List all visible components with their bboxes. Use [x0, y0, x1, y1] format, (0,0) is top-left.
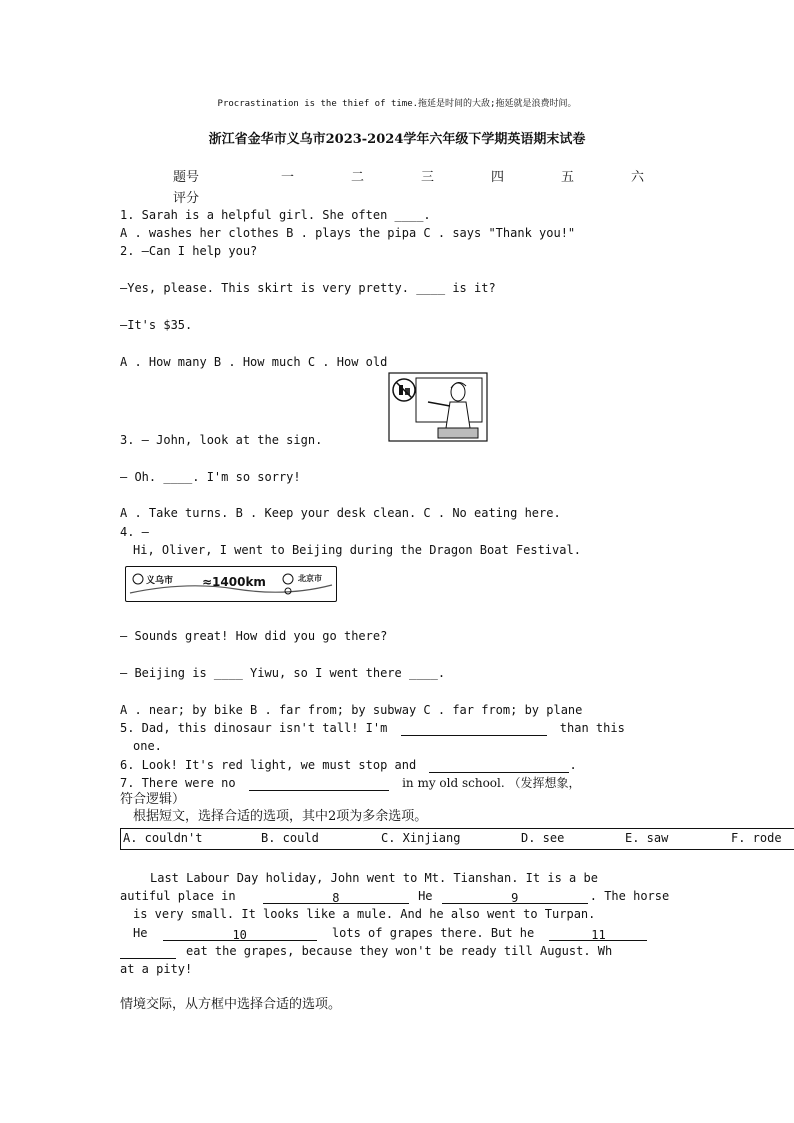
q4-line3: — Sounds great! How did you go there?: [120, 629, 388, 643]
word-bank-option: E. saw: [625, 831, 669, 845]
q7-text-a: 7. There were no: [120, 776, 236, 790]
passage-text: eat the grapes, because they won't be ready till August. Wh: [186, 944, 613, 958]
q2-line3: —It's $35.: [120, 318, 193, 332]
q4-line2: Hi, Oliver, I went to Beijing during the Dragon Boat Festival.: [133, 543, 581, 557]
passage-text: He: [418, 889, 433, 903]
word-bank-option: C. Xinjiang: [381, 831, 461, 845]
passage-line6: at a pity!: [120, 962, 193, 976]
passage-line1: Last Labour Day holiday, John went to Mt. Tianshan. It is a be: [150, 871, 598, 885]
q6-text-a: 6. Look! It's red light, we must stop and: [120, 758, 417, 772]
word-bank-option: B. could: [261, 831, 319, 845]
blank-11[interactable]: 11: [549, 927, 647, 941]
score-col-2: 二: [351, 170, 365, 185]
q2-line2: —Yes, please. This skirt is very pretty. ____ is it?: [120, 281, 496, 295]
map-to-city: 北京市: [298, 573, 322, 583]
score-header-label: 题号: [173, 170, 200, 185]
exam-title: 浙江省金华市义乌市2023-2024学年六年级下学期英语期末试卷: [208, 132, 586, 147]
q7-line: [120, 775, 581, 791]
q5-text-b: than this: [559, 721, 625, 735]
map-distance: ≈1400km: [202, 575, 266, 589]
passage-line5: [120, 943, 612, 959]
q7-line2: 符合逻辑）: [120, 792, 186, 807]
q1-options: A . washes her clothes B . plays the pipa C . says "Thank you!": [120, 226, 576, 240]
q1-stem: 1. Sarah is a helpful girl. She often ____.: [120, 208, 431, 222]
blank-8[interactable]: 8: [263, 890, 409, 904]
passage-line4: [133, 925, 647, 941]
q6-text-b: .: [569, 758, 577, 772]
q7-answer-blank[interactable]: [249, 777, 389, 791]
score-col-6: 六: [631, 170, 645, 185]
blank-11-continued[interactable]: [120, 945, 176, 959]
q4-options: A . near; by bike B . far from; by subway C . far from; by plane: [120, 703, 583, 717]
passage-text: He: [133, 926, 148, 940]
q5-answer-blank[interactable]: [401, 722, 547, 736]
section3-instruction: 情境交际，从方框中选择合适的选项。: [120, 997, 342, 1012]
word-bank-box: [120, 828, 794, 850]
q5-line: [120, 720, 625, 736]
q6-answer-blank[interactable]: [429, 759, 569, 773]
word-bank-option: D. see: [521, 831, 565, 845]
score-col-4: 四: [491, 170, 505, 185]
q7-text-b: in my old school. （发挥想象，: [402, 776, 581, 790]
q5-line2: one.: [133, 739, 162, 753]
blank-10[interactable]: 10: [163, 927, 317, 941]
section2-instruction: 根据短文，选择合适的选项，其中2项为多余选项。: [133, 809, 428, 824]
q3-options: A . Take turns. B . Keep your desk clean. C . No eating here.: [120, 506, 561, 520]
passage-text: lots of grapes there. But he: [331, 926, 535, 940]
blank-9[interactable]: 9: [442, 890, 588, 904]
distance-map: [125, 566, 337, 602]
word-bank-option: A. couldn't: [123, 831, 203, 845]
score-col-3: 三: [421, 170, 435, 185]
q2-line1: 2. —Can I help you?: [120, 244, 258, 258]
q4-line1: 4. —: [120, 525, 149, 539]
q5-text-a: 5. Dad, this dinosaur isn't tall! I'm: [120, 721, 388, 735]
q4-line4: — Beijing is ____ Yiwu, so I went there ____.: [120, 666, 446, 680]
q3-line1: 3. — John, look at the sign.: [120, 433, 323, 447]
passage-text: . The horse: [589, 889, 670, 903]
score-row-label: 评分: [173, 191, 200, 206]
q2-options: A . How many B . How much C . How old: [120, 355, 388, 369]
q6-line: [120, 757, 577, 773]
sign-picture: [388, 372, 488, 442]
score-col-5: 五: [561, 170, 575, 185]
passage-line2: [120, 888, 669, 904]
passage-line3: is very small. It looks like a mule. And he also went to Turpan.: [133, 907, 596, 921]
score-col-1: 一: [281, 170, 295, 185]
map-from-city: 义乌市: [146, 576, 174, 586]
motto: Procrastination is the thief of time.拖延是时间的大敌;拖延就是浪费时间。: [217, 99, 577, 109]
passage-text: autiful place in: [120, 889, 236, 903]
word-bank-option: F. rode: [731, 831, 782, 845]
q3-line2: — Oh. ____. I'm so sorry!: [120, 470, 301, 484]
